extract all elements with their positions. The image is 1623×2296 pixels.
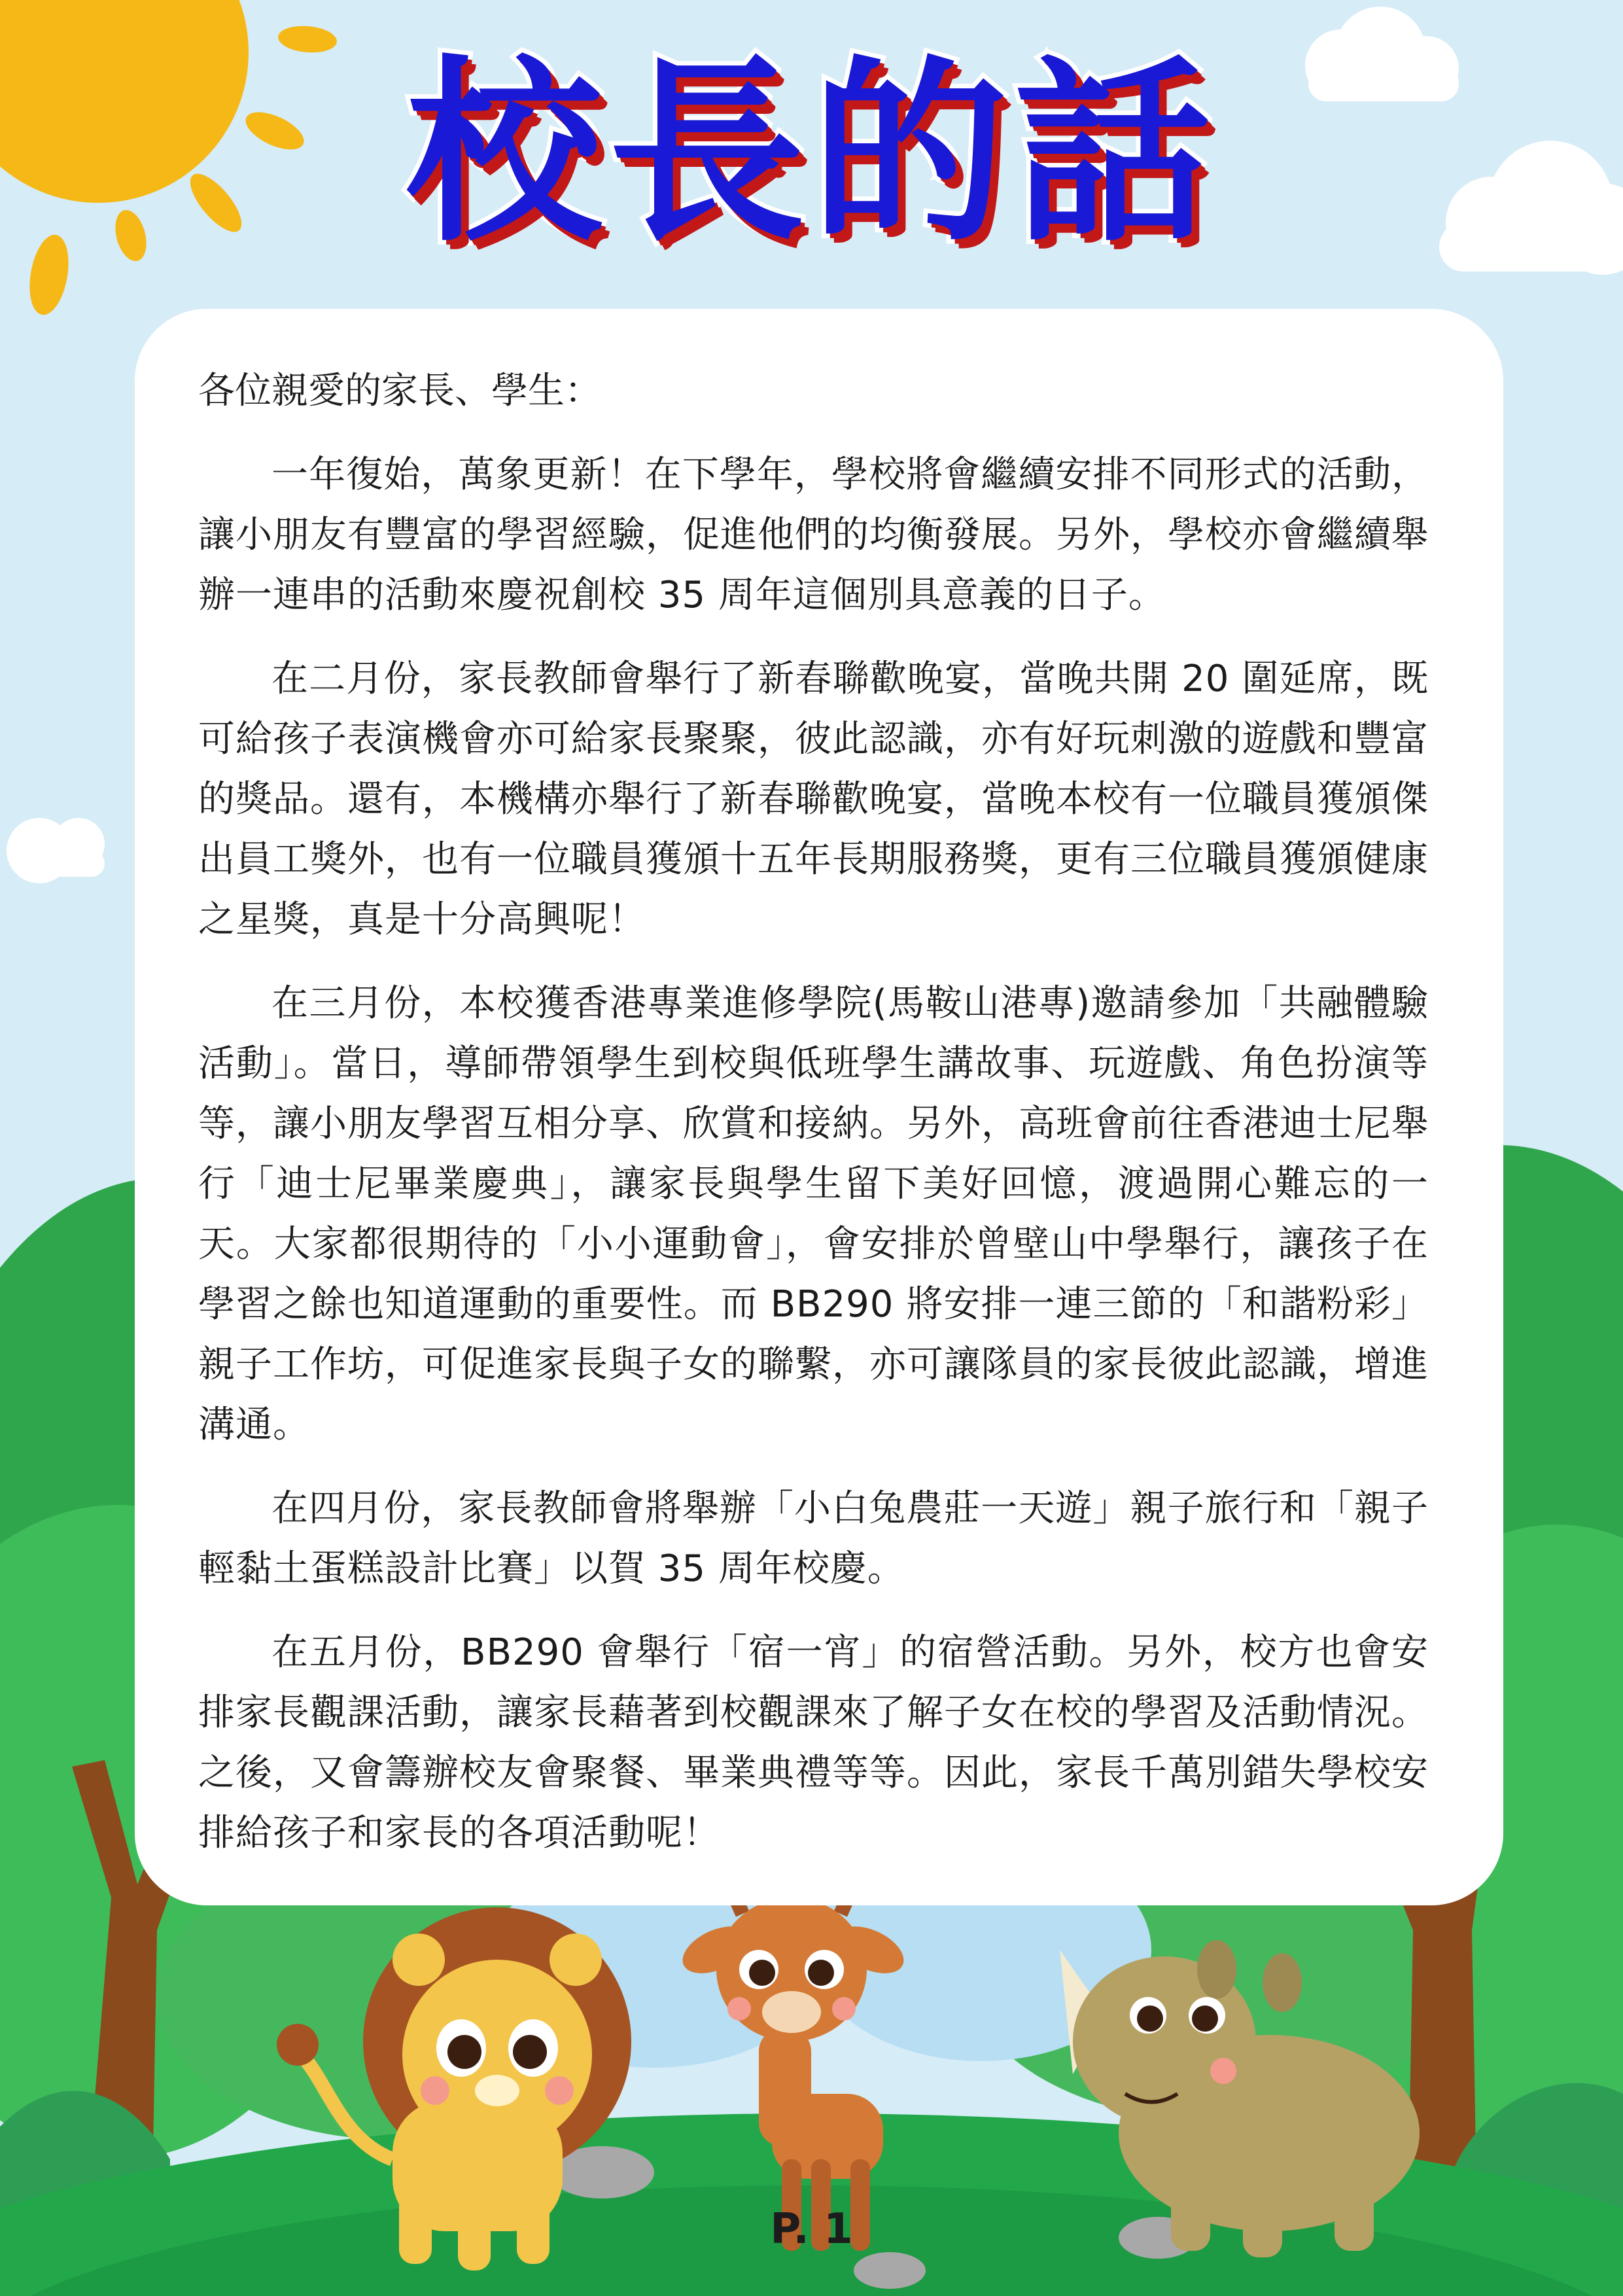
page-title: 校長的話 xyxy=(406,39,1217,268)
salutation: 各位親愛的家長、學生： xyxy=(198,370,601,412)
paragraph-4: 在四月份，家長教師會將舉辦「小白兔農莊一天遊」親子旅行和「親子輕黏土蛋糕設計比賽」以賀 35 周年校慶。 xyxy=(198,1487,1429,1590)
paragraph-1: 一年復始，萬象更新！在下學年，學校將會繼續安排不同形式的活動，讓小朋友有豐富的學習經驗，促進他們的均衡發展。另外，學校亦會繼續舉辦一連串的活動來慶祝創校 35 周年這個別具意義的日子。 xyxy=(198,453,1429,616)
paragraph-3: 在三月份，本校獲香港專業進修學院(馬鞍山港專)邀請參加「共融體驗活動」。當日，導師帶領學生到校與低班學生講故事、玩遊戲、角色扮演等等，讓小朋友學習互相分享、欣賞和接納。另外，高班會前往香港迪士尼舉行「迪士尼畢業慶典」，讓家長與學生留下美好回憶，渡過開心難忘的一天。大家都很期待的「小小運動會」，會安排於曾壁山中學舉行，讓孩子在學習之餘也知道運動的重要性。而 BB290 將安排一連三節的「和諧粉彩」親子工作坊，可促進家長與子女的聯繫，亦可讓隊員的家長彼此認識，增進溝通。 xyxy=(198,982,1429,1446)
paragraph-2: 在二月份，家長教師會舉行了新春聯歡晚宴，當晚共開 20 圍延席，既可給孩子表演機會亦可給家長聚聚，彼此認識，亦有好玩刺激的遊戲和豐富的獎品。還有，本機構亦舉行了新春聯歡晚宴，當晚本校有一位職員獲頒傑出員工獎外，也有一位職員獲頒十五年長期服務獎，更有三位職員獲頒健康之星獎，真是十分高興呢！ xyxy=(198,658,1429,941)
page-number: P. 1 xyxy=(770,2205,853,2253)
paragraph-5: 在五月份，BB290 會舉行「宿一宵」的宿營活動。另外，校方也會安排家長觀課活動，讓家長藉著到校觀課來了解子女在校的學習及活動情況。之後，又會籌辦校友會聚餐、畢業典禮等等。因此，家長千萬別錯失學校安排給孩子和家長的各項活動呢！ xyxy=(198,1631,1429,1854)
letter-card xyxy=(135,309,1503,1905)
